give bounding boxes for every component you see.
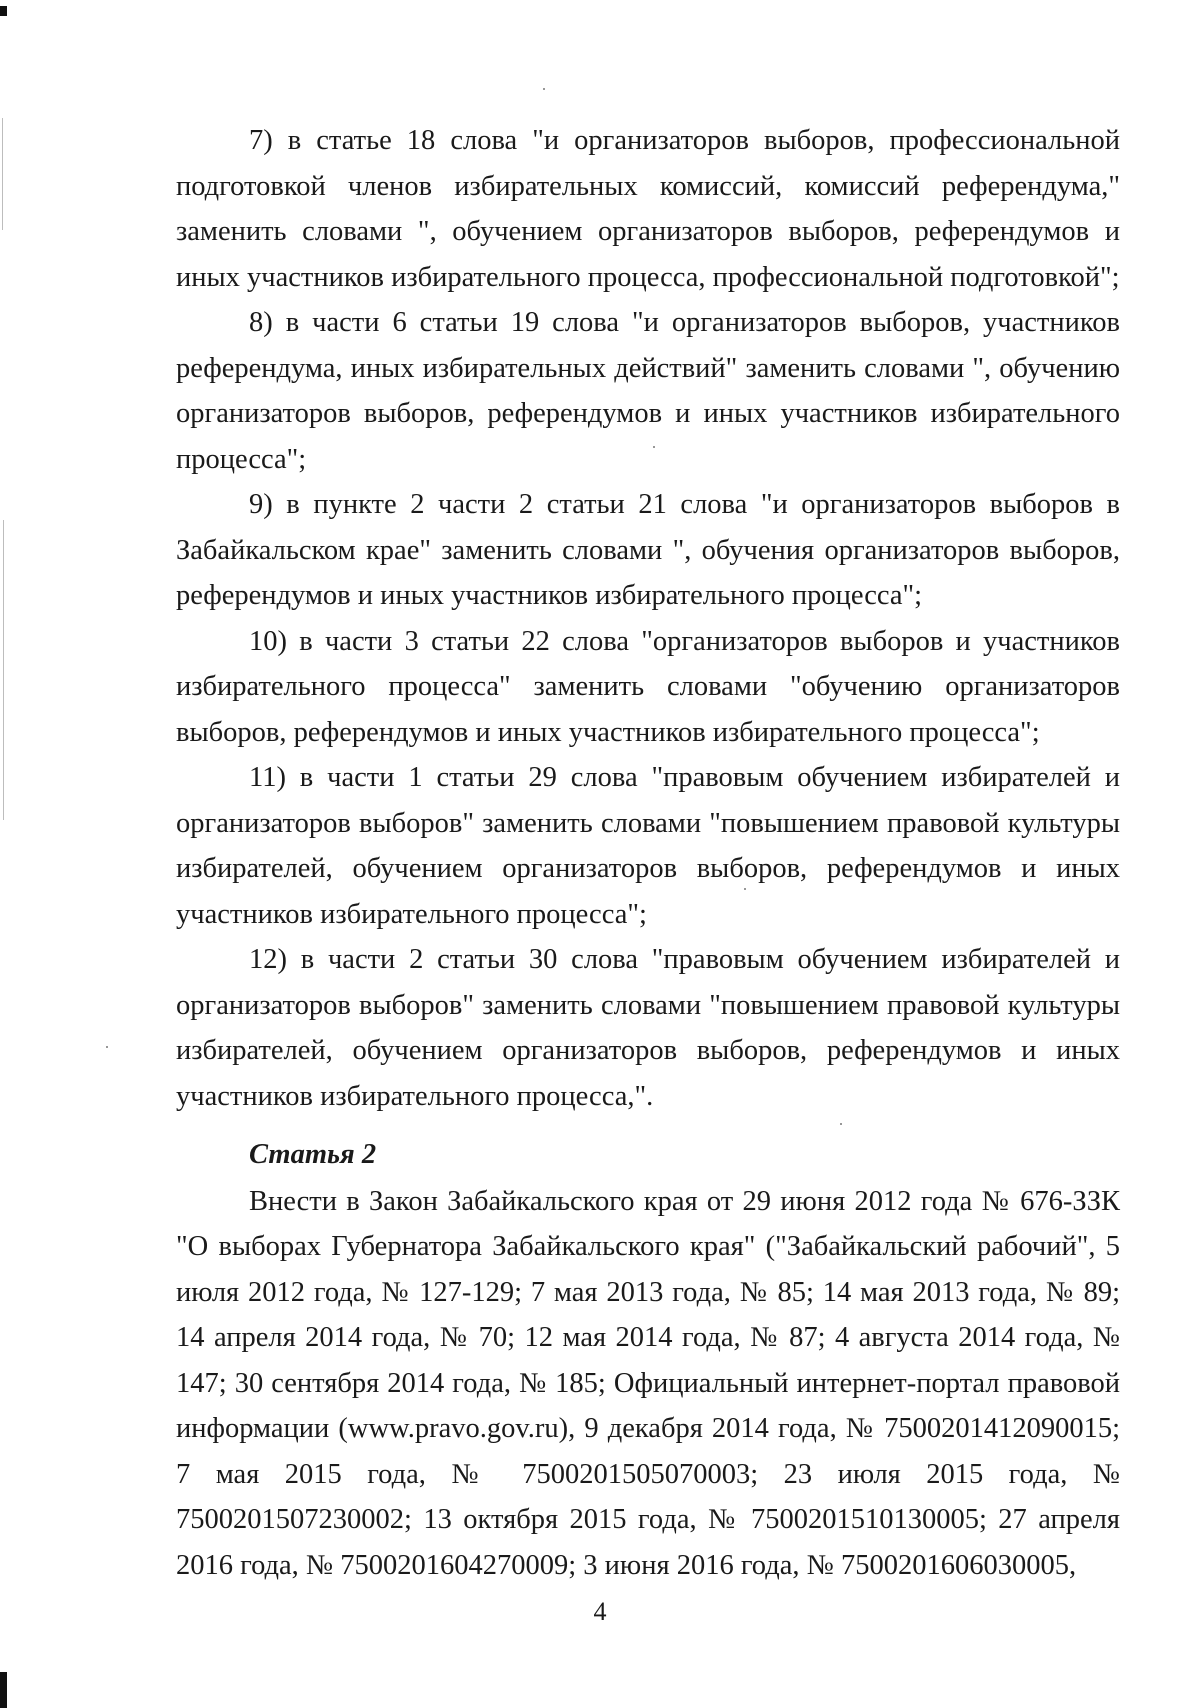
scan-mark-bottom-left (0, 1672, 7, 1708)
paragraph-item-11: 11) в части 1 статьи 29 слова "правовым обучением избирателей и организаторов выборов" заменить словами "повышением правовой культуры избирателей, обучением организаторов выборов, референдумов и иных участников избирательного процесса"; (176, 762, 1120, 930)
article-heading: Статья 2 (249, 1139, 377, 1170)
article-paragraph: Внести в Закон Забайкальского края от 29 июня 2012 года № 676-ЗЗК "О выборах Губернатора Забайкальского края" ("Забайкальский рабочий", 5 июля 2012 года, № 127-129; 7 мая 2013 года, № 85; 14 мая 2013 года, № 89; 14 апреля 2014 года, № 70; 12 мая 2014 года, № 87; 4 августа 2014 года, № 147; 30 сентября 2014 года, № 185; Официальный интернет-портал правовой информации (www.pravo.gov.ru), 9 декабря 2014 года, № 7500201412090015; 7 мая 2015 года, № 7500201505070003; 23 июля 2015 года, № 7500201507230002; 13 октября 2015 года, № 7500201510130005; 27 апреля 2016 года, № 7500201604270009; 3 июня 2016 года, № 7500201606030005, (176, 1185, 1120, 1581)
paragraph-item-12: 12) в части 2 статьи 30 слова "правовым обучением избирателей и организаторов выборов" заменить словами "повышением правовой культуры избирателей, обучением организаторов выборов, референдумов и иных участников избирательного процесса,". (176, 944, 1120, 1112)
scan-edge-line-1 (2, 118, 3, 230)
paragraph-item-7: 7) в статье 18 слова "и организаторов выборов, профессиональной подготовкой членов избирательных комиссий, комиссий референдума," заменить словами ", обучением организаторов выборов, референдумов и иных участников избирательного процесса, профессиональной подготовкой"; (176, 125, 1120, 293)
page-number: 4 (593, 1597, 607, 1626)
scan-speck (543, 88, 545, 90)
scan-speck (106, 1046, 108, 1048)
paragraph-item-8: 8) в части 6 статьи 19 слова "и организаторов выборов, участников референдума, иных избирательных действий" заменить словами ", обучению организаторов выборов, референдумов и иных участников избирательного процесса"; (176, 307, 1120, 475)
paragraph-item-10: 10) в части 3 статьи 22 слова "организаторов выборов и участников избирательного процесса" заменить словами "обучению организаторов выборов, референдумов и иных участников избирательного процесса"; (176, 625, 1120, 748)
paragraph-item-9: 9) в пункте 2 части 2 статьи 21 слова "и организаторов выборов в Забайкальском крае" заменить словами ", обучения организаторов выборов, референдумов и иных участников избирательного процесса"; (176, 489, 1120, 611)
scan-mark-top-left (0, 6, 7, 16)
document-body (176, 118, 1120, 1588)
scan-edge-line-2 (3, 520, 4, 820)
